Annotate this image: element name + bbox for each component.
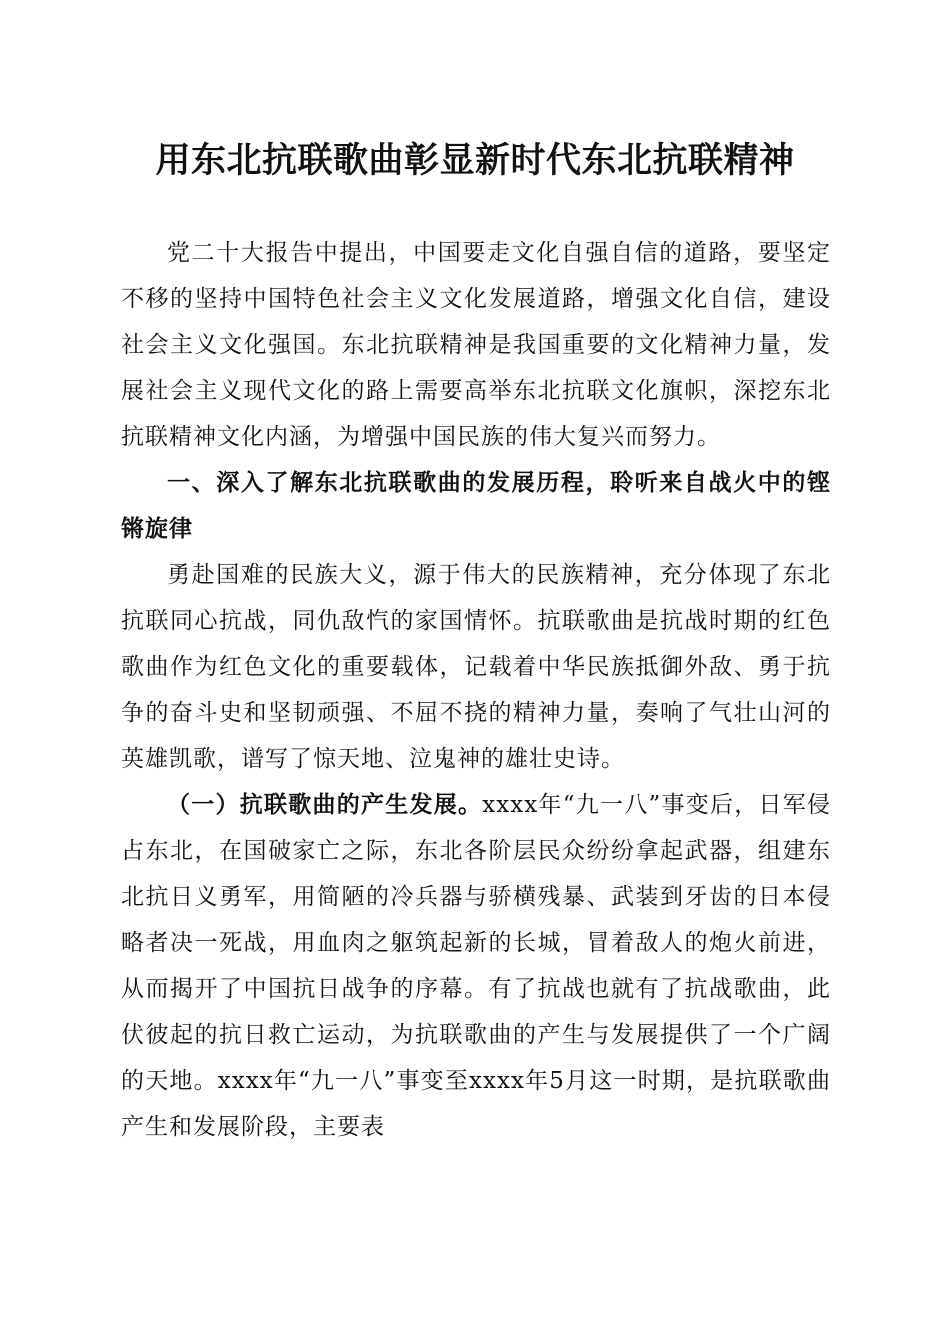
document-body	[121, 230, 831, 1150]
subsection-1-paragraph	[121, 782, 831, 1150]
intro-paragraph: 党二十大报告中提出，中国要走文化自强自信的道路，要坚定不移的坚持中国特色社会主义文化发展道路，增强文化自信，建设社会主义文化强国。东北抗联精神是我国重要的文化精神力量，发展社会主义现代文化的路上需要高举东北抗联文化旗帜，深挖东北抗联精神文化内涵，为增强中国民族的伟大复兴而努力。	[121, 240, 831, 450]
section-1-paragraph: 勇赴国难的民族大义，源于伟大的民族精神，充分体现了东北抗联同心抗战，同仇敌忾的家国情怀。抗联歌曲是抗战时期的红色歌曲作为红色文化的重要载体，记载着中华民族抵御外敌、勇于抗争的奋斗史和坚韧顽强、不屈不挠的精神力量，奏响了气壮山河的英雄凯歌，谱写了惊天地、泣鬼神的雄壮史诗。	[121, 562, 831, 772]
subsection-heading-1: （一）抗联歌曲的产生发展。	[167, 791, 483, 818]
subsection-1-body: xxxx年“九一八”事变后，日军侵占东北，在国破家亡之际，东北各阶层民众纷纷拿起武器，组建东北抗日义勇军，用简陋的冷兵器与骄横残暴、武装到牙齿的日本侵略者决一死战，用血肉之躯筑起新的长城，冒着敌人的炮火前进，从而揭开了中国抗日战争的序幕。有了抗战也就有了抗战歌曲，此伏彼起的抗日救亡运动，为抗联歌曲的产生与发展提供了一个广阔的天地。xxxx年“九一八”事变至xxxx年5月这一时期，是抗联歌曲产生和发展阶段，主要表	[121, 792, 831, 1140]
section-heading-1: 一、深入了解东北抗联歌曲的发展历程，聆听来自战火中的铿锵旋律	[121, 470, 831, 542]
document-title: 用东北抗联歌曲彰显新时代东北抗联精神	[155, 140, 795, 181]
